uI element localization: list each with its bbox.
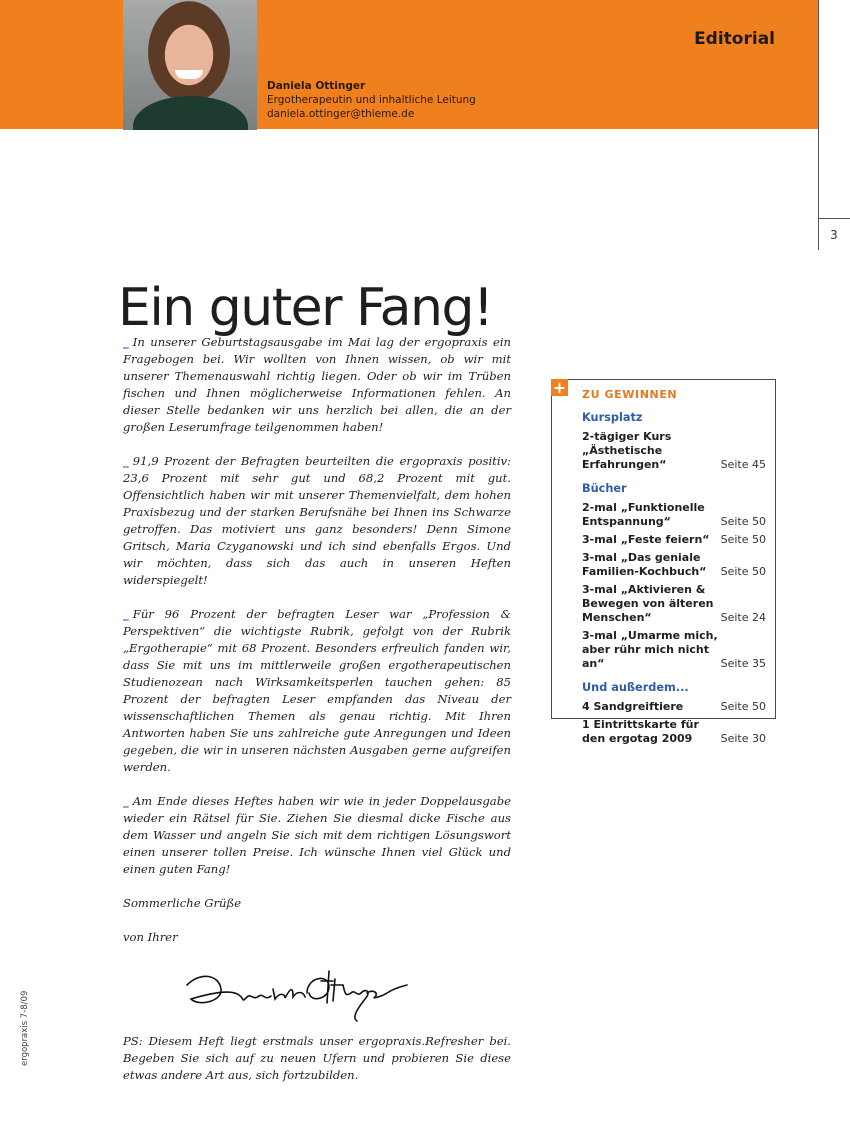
closing-from: von Ihrer bbox=[123, 930, 178, 944]
prize-item: 1 Eintrittskarte für den ergotag 2009 Seite 30 bbox=[582, 718, 766, 745]
prizes-list bbox=[582, 388, 766, 750]
prize-item: 3-mal „Umarme mich, aber rühr mich nicht an“ Seite 35 bbox=[582, 629, 766, 670]
section-title: Editorial bbox=[694, 29, 775, 49]
category-buecher: Bücher bbox=[582, 482, 627, 495]
paragraph: _ Am Ende dieses Heftes haben wir wie in jeder Doppelausgabe wieder ein Rätsel für Sie. Ziehen Sie diesmal dicke Fische aus dem Wasser und angeln Sie sich mit dem richtigen Lösungswort einen unserer tollen Preise. Ich wünsche Ihnen viel Glück und einen guten Fang! bbox=[123, 794, 511, 876]
page-title: Ein guter Fang! bbox=[118, 277, 493, 338]
prizes-box bbox=[551, 379, 776, 745]
signature-image bbox=[181, 963, 411, 1023]
prize-item: 4 Sandgreiftiere Seite 50 bbox=[582, 700, 766, 713]
paragraph: _ 91,9 Prozent der Befragten beurteilten die ergopraxis positiv: 23,6 Prozent mit sehr gut und 68,2 Prozent mit gut. Offensichtlich haben wir mit unserer Themenvielfalt, dem hohen Praxisbezug und der starken Berufsnähe bei Ihnen ins Schwarze getroffen. Das motiviert uns ganz besonders! Denn Simone Gritsch, Maria Czyganowski und ich sind ebenfalls Ergos. Und wir möchten, dass sich das auch in unseren Heften widerspiegelt! bbox=[123, 454, 511, 587]
prize-item: 3-mal „Feste feiern“ Seite 50 bbox=[582, 533, 766, 546]
paragraph: _ Für 96 Prozent der befragten Leser war „Profession & Perspektiven“ die wichtigste Rubrik, gefolgt von der Rubrik „Ergotherapie“ mit 68 Prozent. Besonders erfreulich fanden wir, dass Sie mit uns im mittlerweile großen ergotherapeutischen Studienozean nach Wirksamkeitsperlen tauchen gehen: 85 Prozent der befragten Leser empfanden das Niveau der wissenschaftlichen Themen als genau richtig. Mit Ihren Antworten haben Sie uns zahlreiche gute Anregungen und Ideen gegeben, die wir in unseren nächsten Ausgaben gerne aufgreifen werden. bbox=[123, 607, 511, 774]
photo-smile bbox=[175, 70, 203, 79]
postscript: PS: Diesem Heft liegt erstmals unser ergopraxis.Refresher bei. Begeben Sie sich auf zu neuen Ufern und probieren Sie diese etwas andere Art aus, sich fortzubilden. bbox=[123, 1034, 511, 1082]
editorial-body bbox=[123, 334, 511, 1101]
plus-icon: + bbox=[552, 378, 567, 397]
prize-item: 3-mal „Aktivieren & Bewegen von älteren Menschen“ Seite 24 bbox=[582, 583, 766, 624]
prize-item: 2-tägiger Kurs „Ästhetische Erfahrungen“ Seite 45 bbox=[582, 430, 766, 471]
prize-item: 3-mal „Das geniale Familien-Kochbuch“ Seite 50 bbox=[582, 551, 766, 578]
paragraph-marker: _ bbox=[123, 454, 129, 468]
author-block bbox=[267, 79, 476, 121]
author-email[interactable]: daniela.ottinger@thieme.de bbox=[267, 108, 415, 120]
prizes-title: ZU GEWINNEN bbox=[582, 388, 678, 401]
side-rule bbox=[818, 0, 819, 250]
author-name: Daniela Ottinger bbox=[267, 80, 366, 92]
paragraph-marker: _ bbox=[123, 794, 129, 808]
prize-item: 2-mal „Funktionelle Entspannung“ Seite 50 bbox=[582, 501, 766, 528]
photo-shirt bbox=[133, 96, 248, 130]
author-photo bbox=[123, 0, 257, 130]
author-role: Ergotherapeutin und inhaltliche Leitung bbox=[267, 94, 476, 106]
paragraph-marker: _ bbox=[123, 607, 129, 621]
page-number: 3 bbox=[818, 218, 850, 250]
category-ausserdem: Und außerdem... bbox=[582, 681, 689, 694]
issue-label: ergopraxis 7-8/09 bbox=[20, 990, 30, 1066]
paragraph: _ In unserer Geburtstagsausgabe im Mai lag der ergopraxis ein Fragebogen bei. Wir wollten von Ihnen wissen, ob wir mit unserer Themenauswahl richtig liegen. Oder ob wir im Trüben fischen und Ihnen möglicherweise Informationen fehlen. An dieser Stelle bedanken wir uns herzlich bei allen, die an der großen Leserumfrage teilgenommen haben! bbox=[123, 335, 511, 434]
closing-greeting: Sommerliche Grüße bbox=[123, 896, 242, 910]
category-kursplatz: Kursplatz bbox=[582, 411, 643, 424]
paragraph-marker: _ bbox=[123, 335, 129, 349]
